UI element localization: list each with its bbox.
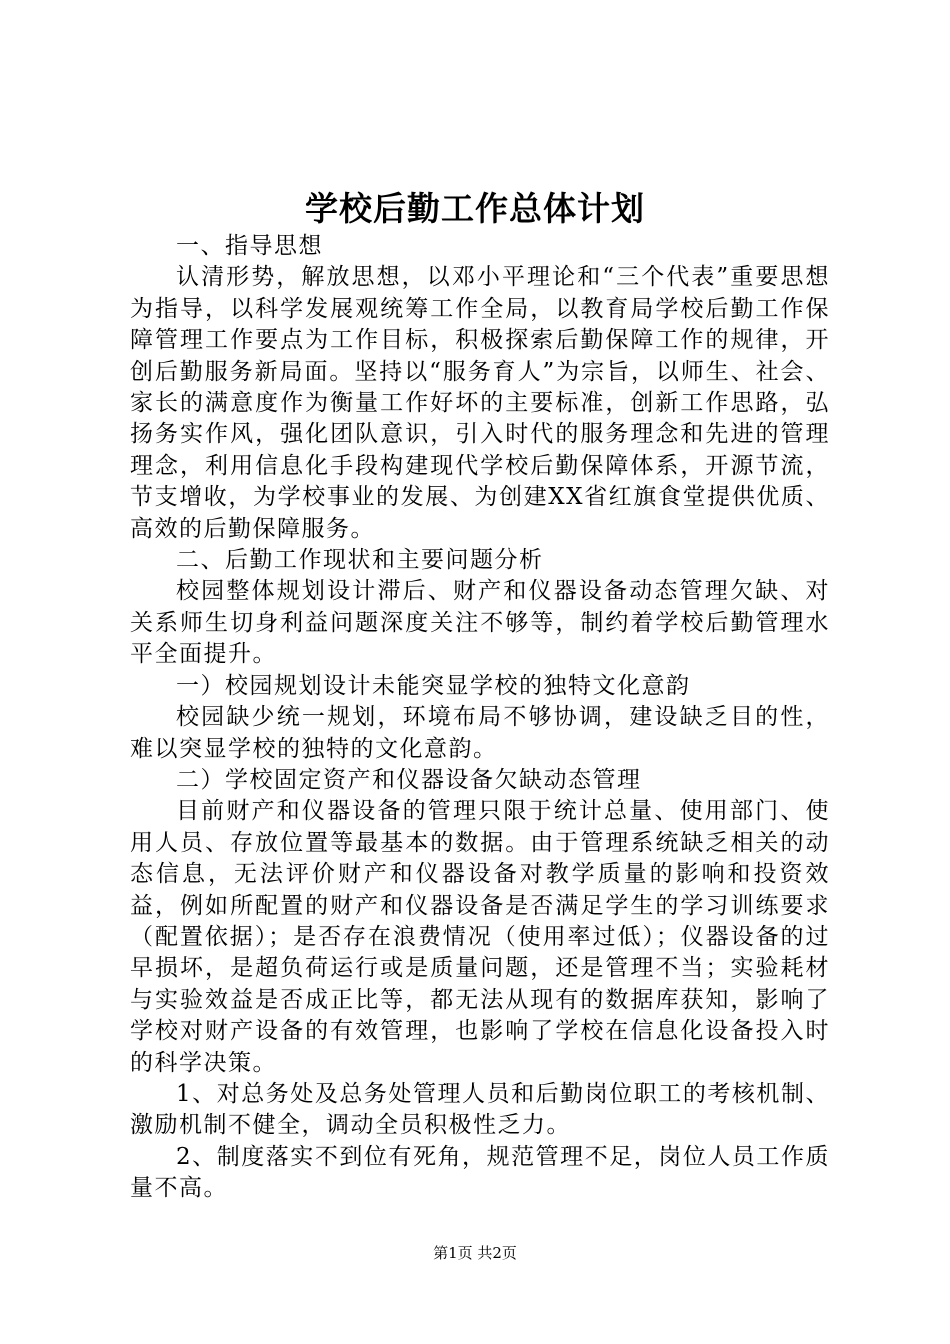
- list-item: 1、对总务处及总务处管理人员和后勤岗位职工的考核机制、激励机制不健全，调动全员积极性乏力。: [130, 1080, 830, 1139]
- subsection-heading: 一）校园规划设计未能突显学校的独特文化意韵: [176, 672, 691, 699]
- document-title: 学校后勤工作总体计划: [305, 189, 645, 228]
- paragraph: 校园缺少统一规划，环境布局不够协调，建设缺乏目的性，难以突显学校的独特的文化意韵。: [130, 704, 830, 762]
- section-heading: 一、指导思想: [176, 233, 323, 259]
- section-heading: 二、后勤工作现状和主要问题分析: [176, 547, 544, 574]
- subsection-heading: 二）学校固定资产和仪器设备欠缺动态管理: [176, 766, 642, 793]
- paragraph: 认清形势，解放思想，以邓小平理论和“三个代表”重要思想为指导，以科学发展观统筹工作全局，以教育局学校后勤工作保障管理工作要点为工作目标，积极探索后勤保障工作的规律，开创后勤服务新局面。坚持以“服务育人”为宗旨，以师生、社会、家长的满意度作为衡量工作好坏的主要标准，创新工作思路，弘扬务实作风，强化团队意识，引入时代的服务理念和先进的管理理念，利用信息化手段构建现代学校后勤保障体系，开源节流，节支增收，为学校事业的发展、为创建XX省红旗食堂提供优质、高效的后勤保障服务。: [130, 264, 830, 542]
- page-number-footer: 第1页 共2页: [433, 1244, 517, 1262]
- paragraph: 目前财产和仪器设备的管理只限于统计总量、使用部门、使用人员、存放位置等最基本的数据。由于管理系统缺乏相关的动态信息，无法评价财产和仪器设备对教学质量的影响和投资效益，例如所配置的财产和仪器设备是否满足学生的学习训练要求（配置依据）；是否存在浪费情况（使用率过低）；仪器设备的过早损坏，是超负荷运行或是质量问题，还是管理不当；实验耗材与实验效益是否成正比等，都无法从现有的数据库获知，影响了学校对财产设备的有效管理，也影响了学校在信息化设备投入时的科学决策。: [130, 798, 830, 1076]
- paragraph: 校园整体规划设计滞后、财产和仪器设备动态管理欠缺、对关系师生切身利益问题深度关注不够等，制约着学校后勤管理水平全面提升。: [130, 578, 830, 668]
- list-item: 2、制度落实不到位有死角，规范管理不足，岗位人员工作质量不高。: [130, 1143, 830, 1202]
- document-body: [130, 231, 830, 1205]
